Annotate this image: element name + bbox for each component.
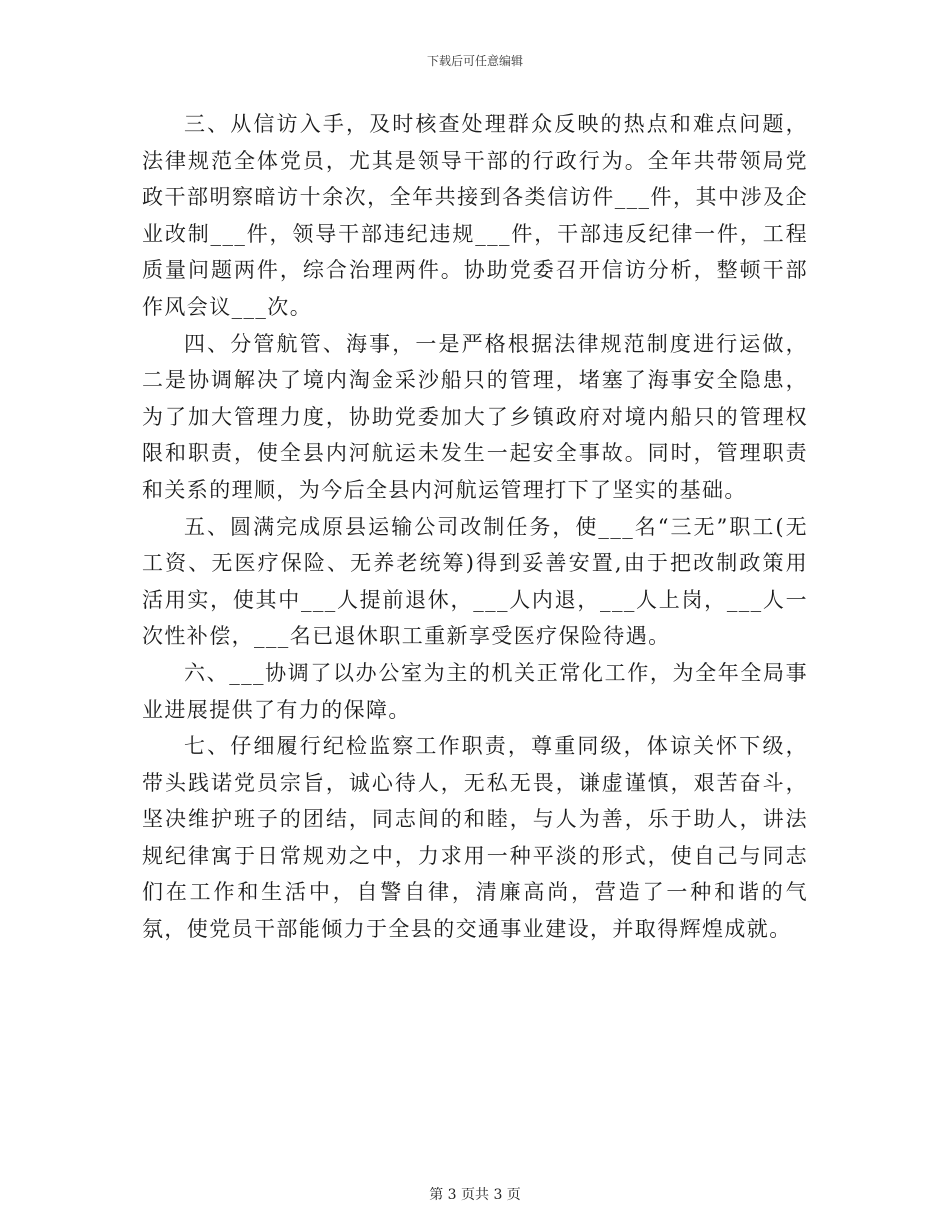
- page-number-footer: 第 3 页共 3 页: [429, 1187, 521, 1203]
- paragraph-3: 三、从信访入手，及时核查处理群众反映的热点和难点问题，法律规范全体党员，尤其是领导干部的行政行为。全年共带领局党政干部明察暗访十余次，全年共接到各类信访件___件，其中涉及企业改制___件，领导干部违纪违规___件，干部违反纪律一件，工程质量问题两件，综合治理两件。协助党委召开信访分析，整顿干部作风会议___次。: [142, 112, 808, 319]
- document-body: [142, 106, 808, 948]
- paragraph-5: 五、圆满完成原县运输公司改制任务，使___名“三无”职工(无工资、无医疗保险、无养老统筹)得到妥善安置,由于把改制政策用活用实，使其中___人提前退休，___人内退，___人上岗，___人一次性补偿，___名已退休职工重新享受医疗保险待遇。: [142, 514, 808, 649]
- paragraph-6: 六、___协调了以办公室为主的机关正常化工作，为全年全局事业进展提供了有力的保障。: [142, 660, 808, 722]
- page-header: 下载后可任意编辑: [426, 54, 523, 68]
- paragraph-7: 七、仔细履行纪检监察工作职责，尊重同级，体谅关怀下级，带头践诺党员宗旨，诚心待人，无私无畏，谦虚谨慎，艰苦奋斗，坚决维护班子的团结，同志间的和睦，与人为善，乐于助人，讲法规纪律寓于日常规劝之中，力求用一种平淡的形式，使自己与同志们在工作和生活中，自警自律，清廉高尚，营造了一种和谐的气氛，使党员干部能倾力于全县的交通事业建设，并取得辉煌成就。: [142, 734, 808, 942]
- paragraph-4: 四、分管航管、海事，一是严格根据法律规范制度进行运做，二是协调解决了境内淘金采沙船只的管理，堵塞了海事安全隐患，为了加大管理力度，协助党委加大了乡镇政府对境内船只的管理权限和职责，使全县内河航运未发生一起安全事故。同时，管理职责和关系的理顺，为今后全县内河航运管理打下了坚实的基础。: [142, 331, 808, 502]
